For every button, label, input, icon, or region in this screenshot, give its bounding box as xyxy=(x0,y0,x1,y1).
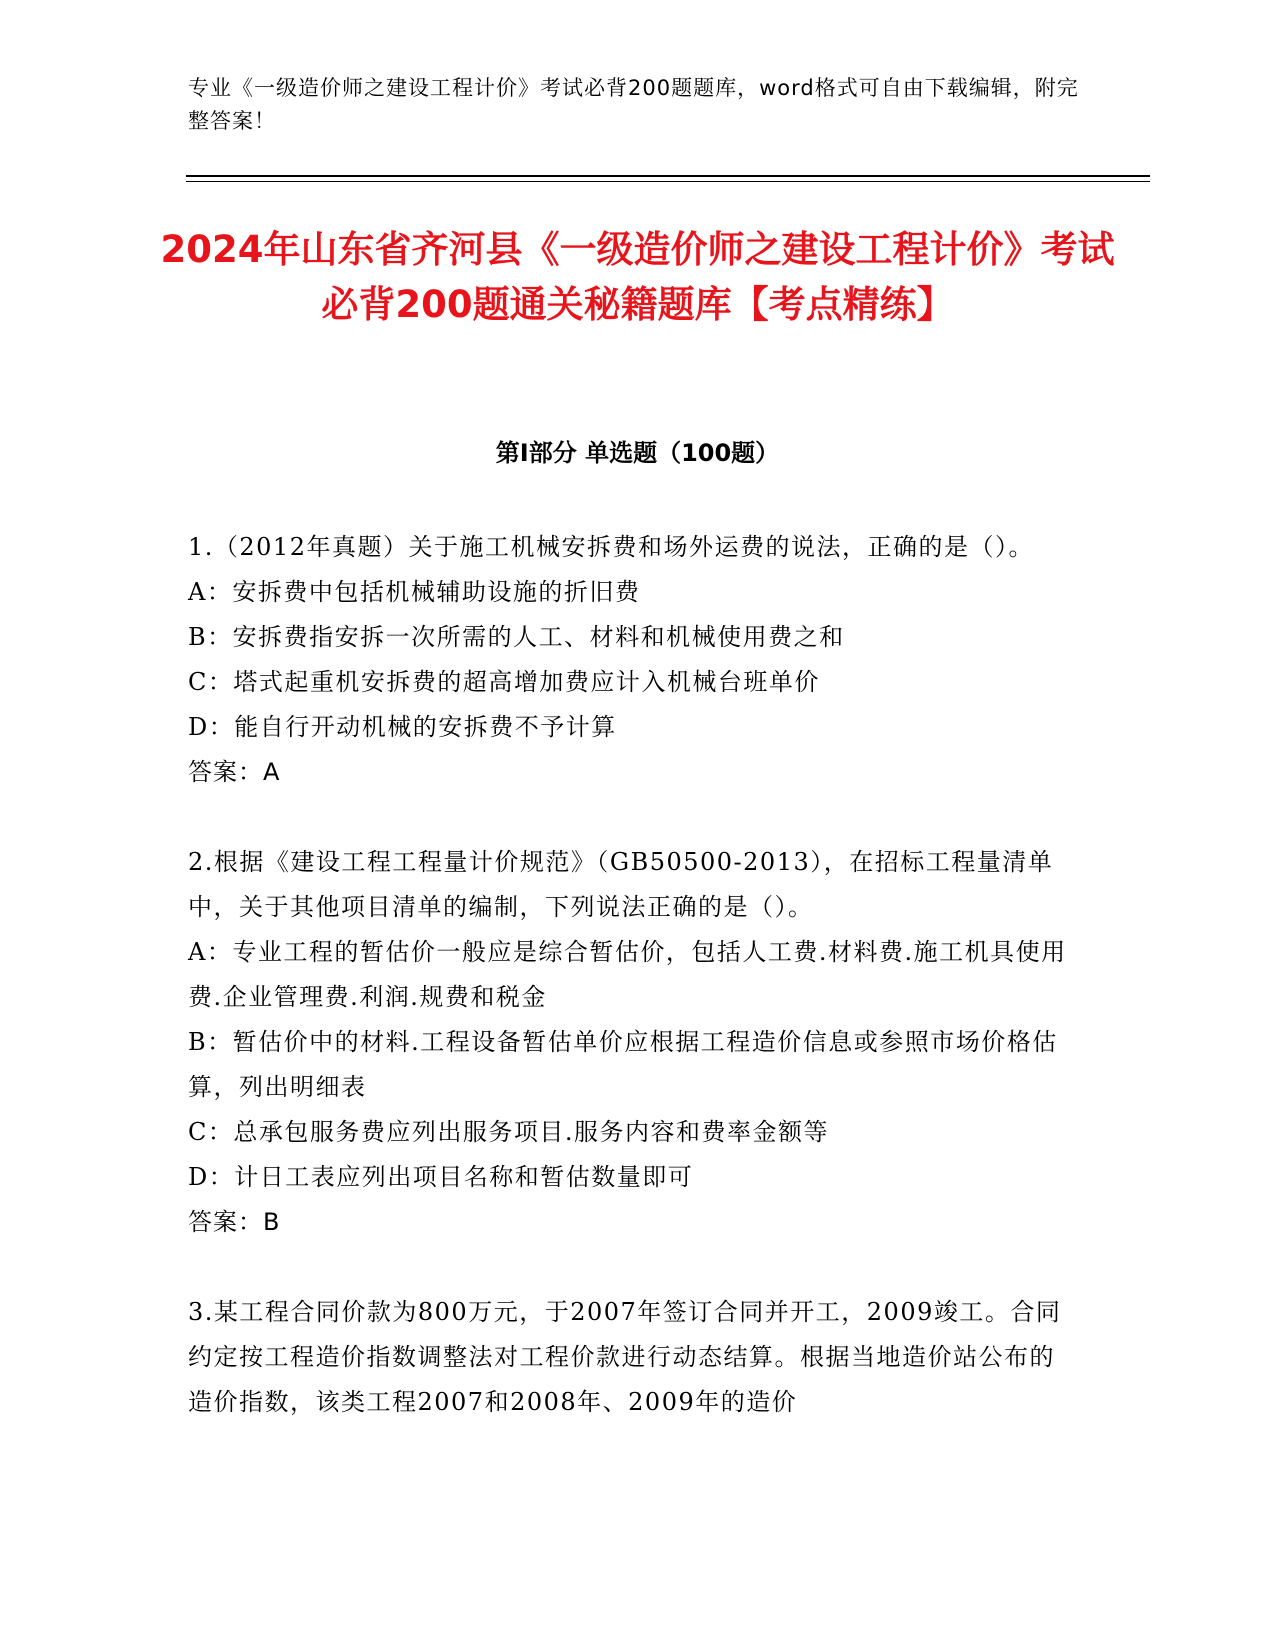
question-1 xyxy=(188,525,1078,795)
option-a: A：安拆费中包括机械辅助设施的折旧费 xyxy=(188,578,641,606)
question-2 xyxy=(188,840,1078,1245)
header-intro xyxy=(188,72,1088,138)
option-b: B：暂估价中的材料.工程设备暂估单价应根据工程造价信息或参照市场价格估算，列出明细表 xyxy=(188,1028,1058,1101)
option-b: B：安拆费指安拆一次所需的人工、材料和机械使用费之和 xyxy=(188,623,845,651)
option-c: C：总承包服务费应列出服务项目.服务内容和费率金额等 xyxy=(188,1118,829,1146)
option-d: D：能自行开动机械的安拆费不予计算 xyxy=(188,713,617,741)
answer-line: 答案：B xyxy=(188,1208,281,1236)
section-heading: 第Ⅰ部分 单选题（100题） xyxy=(495,439,780,467)
option-a: A：专业工程的暂估价一般应是综合暂估价，包括人工费.材料费.施工机具使用费.企业管理费.利润.规费和税金 xyxy=(188,938,1067,1011)
header-intro-text: 专业《一级造价师之建设工程计价》考试必背200题题库，word格式可自由下载编辑，附完整答案！ xyxy=(188,76,1079,133)
question-list xyxy=(188,525,1078,1470)
question-text: 3.某工程合同价款为800万元，于2007年签订合同并开工，2009竣工。合同约定按工程造价指数调整法对工程价款进行动态结算。根据当地造价站公布的造价指数，该类工程2007和2008年、2009年的造价 xyxy=(188,1298,1062,1416)
header-divider-thin xyxy=(186,181,1150,182)
document-title: 2024年山东省齐河县《一级造价师之建设工程计价》考试必背200题通关秘籍题库【考点精练】 xyxy=(160,228,1115,326)
option-d: D：计日工表应列出项目名称和暂估数量即可 xyxy=(188,1163,694,1191)
question-3 xyxy=(188,1290,1078,1425)
header-divider-thick xyxy=(186,175,1150,177)
question-text: 2.根据《建设工程工程量计价规范》（GB50500-2013），在招标工程量清单中，关于其他项目清单的编制，下列说法正确的是（）。 xyxy=(188,848,1054,921)
answer-line: 答案：A xyxy=(188,758,281,786)
question-text: 1.（2012年真题）关于施工机械安拆费和场外运费的说法，正确的是（）。 xyxy=(188,533,1034,561)
option-c: C：塔式起重机安拆费的超高增加费应计入机械台班单价 xyxy=(188,668,820,696)
